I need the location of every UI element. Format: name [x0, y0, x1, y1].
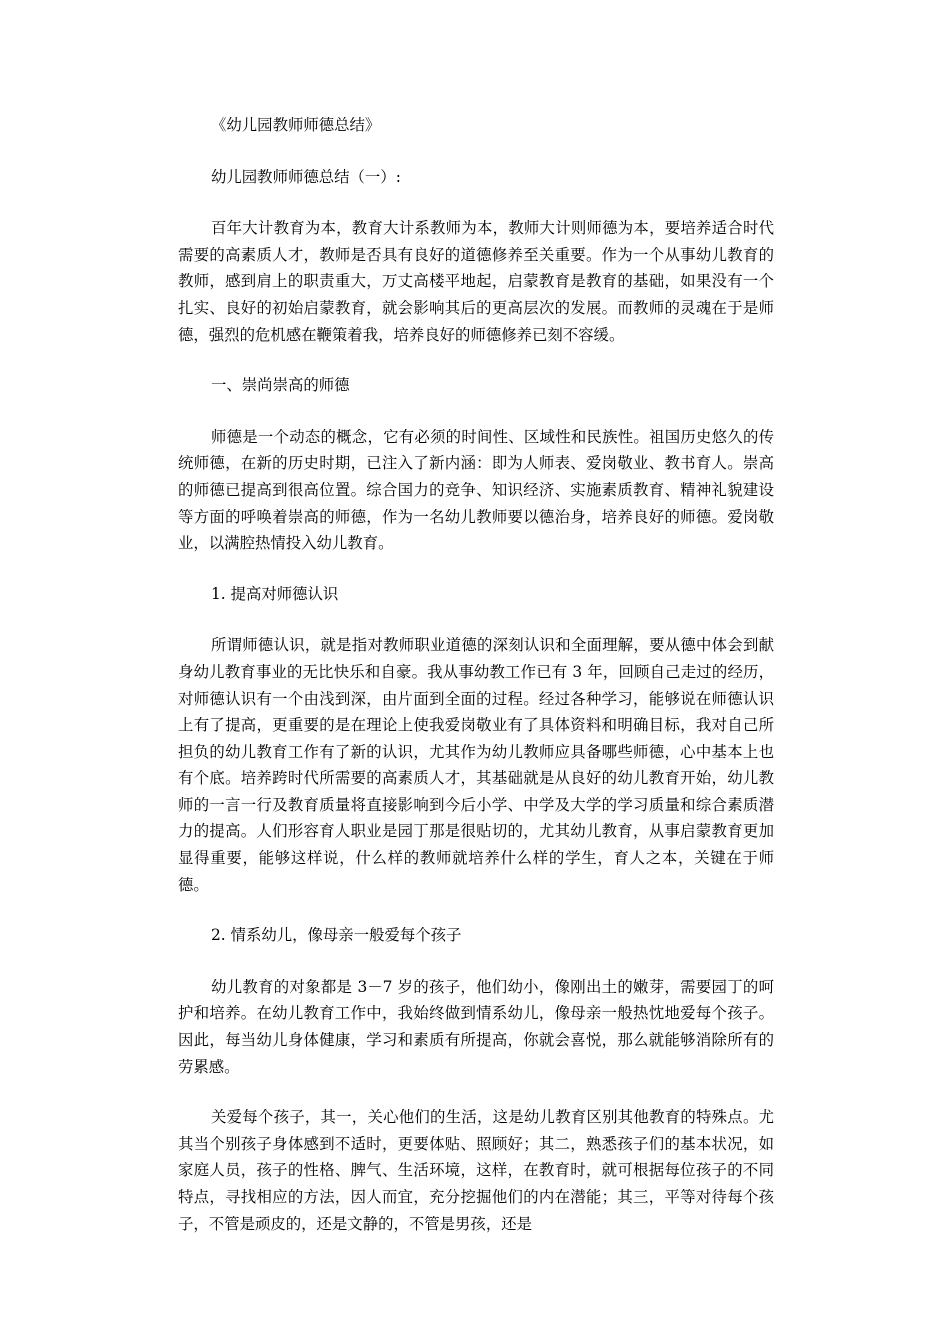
section-heading-1: 一、崇尚崇高的师德	[211, 376, 350, 395]
paragraph-subsection-1: 所谓师德认识，就是指对教师职业道德的深刻认识和全面理解，要从德中体会到献身幼儿教育事业的无比快乐和自豪。我从事幼教工作已有 3 年，回顾自己走过的经历，对师德认识有一个由浅到深，由片面到全面的过程。经过各种学习，能够说在师德认识上有了提高，更重要的是在理论上使我爱岗敬业有了具体资料和明确目标，我对自己所担负的幼儿教育工作有了新的认识，尤其作为幼儿教师应具备哪些师德，心中基本上也有个底。培养跨时代所需要的高素质人才，其基础就是从良好的幼儿教育开始，幼儿教师的一言一行及教育质量将直接影响到今后小学、中学及大学的学习质量和综合素质潜力的提高。人们形容育人职业是园丁那是很贴切的，尤其幼儿教育，从事启蒙教育更加显得重要，能够这样说，什么样的教师就培养什么样的学生，育人之本，关键在于师德。	[178, 636, 774, 894]
paragraph-intro: 百年大计教育为本，教育大计系教师为本，教师大计则师德为本，要培养适合时代需要的高素质人才，教师是否具有良好的道德修养至关重要。作为一个从事幼儿教育的教师，感到肩上的职责重大，万丈高楼平地起，启蒙教育是教育的基础，如果没有一个扎实、良好的初始启蒙教育，就会影响其后的更高层次的发展。而教师的灵魂在于是师德，强烈的危机感在鞭策着我，培养良好的师德修养已刻不容缓。	[178, 219, 774, 344]
document-subtitle: 幼儿园教师师德总结（一）:	[211, 167, 401, 186]
paragraph-section-1: 师德是一个动态的概念，它有必须的时间性、区域性和民族性。祖国历史悠久的传统师德，在新的历史时期，已注入了新内涵：即为人师表、爱岗敬业、教书育人。崇高的师德已提高到很高位置。综合国力的竞争、知识经济、实施素质教育、精神礼貌建设等方面的呼唤着崇高的师德，作为一名幼儿教师要以德治身，培养良好的师德。爱岗敬业，以满腔热情投入幼儿教育。	[178, 427, 774, 553]
subsection-heading-1: 1. 提高对师德认识	[211, 584, 339, 603]
document-title: 《幼儿园教师师德总结》	[211, 116, 381, 134]
subsection-heading-2: 2. 情系幼儿，像母亲一般爱每个孩子	[211, 926, 462, 945]
paragraph-subsection-2b: 关爱每个孩子，其一，关心他们的生活，这是幼儿教育区别其他教育的特殊点。尤其当个别孩子身体感到不适时，更要体贴、照顾好；其二，熟悉孩子们的基本状况，如家庭人员，孩子的性格、脾气、生活环境，这样，在教育时，就可根据每位孩子的不同特点，寻找相应的方法，因人而宜，充分挖掘他们的内在潜能；其三，平等对待每个孩子，不管是顽皮的，还是文静的，不管是男孩，还是	[178, 1108, 774, 1233]
paragraph-subsection-2a: 幼儿教育的对象都是 3－7 岁的孩子，他们幼小，像刚出土的嫩芽，需要园丁的呵护和培养。在幼儿教育工作中，我始终做到情系幼儿，像母亲一般热忱地爱每个孩子。因此，每当幼儿身体健康，学习和素质有所提高，你就会喜悦，那么就能够消除所有的劳累感。	[178, 977, 774, 1076]
document-page	[178, 112, 774, 1261]
